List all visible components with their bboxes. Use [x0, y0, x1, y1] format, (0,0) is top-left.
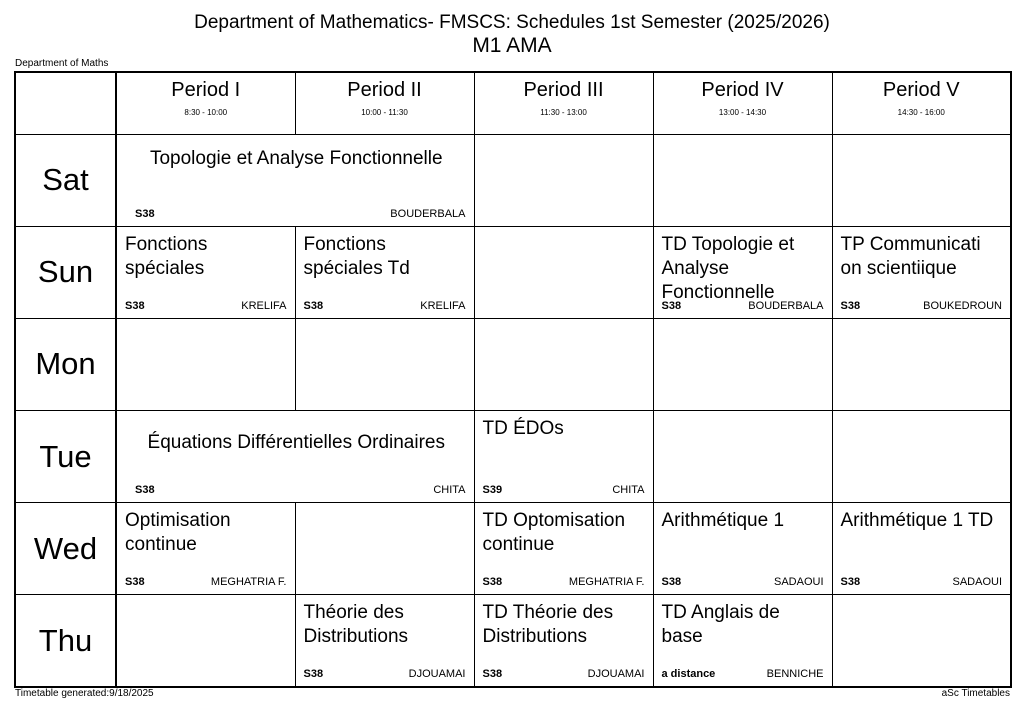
day-row-sat: [15, 134, 1011, 226]
lesson-subject: TD Anglais de base: [661, 602, 780, 648]
lesson-cell[interactable]: [295, 226, 474, 318]
day-row-mon: [15, 318, 1011, 410]
period-time: 8:30 - 10:00: [184, 108, 228, 117]
lesson-cell[interactable]: [116, 411, 474, 503]
lesson-subject: Arithmétique 1: [661, 510, 785, 532]
lesson-room: S38: [661, 299, 682, 312]
day-row-thu: [15, 595, 1011, 687]
lesson-cell[interactable]: [653, 226, 832, 318]
lesson-cell[interactable]: [295, 595, 474, 687]
header-row: [15, 72, 1011, 134]
lesson-subject: TD Optomisation continue: [482, 510, 626, 556]
empty-cell: [116, 318, 295, 410]
period-time: 13:00 - 14:30: [718, 108, 767, 117]
lesson-teacher: SADAOUI: [773, 576, 824, 589]
day-label: Tue: [15, 411, 116, 503]
empty-cell: [474, 226, 653, 318]
lesson-room: S39: [482, 484, 503, 497]
day-label: Wed: [15, 503, 116, 595]
day-row-sun: [15, 226, 1011, 318]
day-row-wed: [15, 503, 1011, 595]
corner-cell: [15, 72, 116, 134]
lesson-subject: TD Topologie et Analyse Fonctionnelle: [661, 233, 795, 303]
period-header: [295, 72, 474, 134]
empty-cell: [832, 134, 1011, 226]
lesson-subject: TD Théorie des Distributions: [482, 602, 614, 648]
lesson-cell[interactable]: [832, 503, 1011, 595]
empty-cell: [832, 595, 1011, 687]
empty-cell: [295, 318, 474, 410]
brand-label: aSc Timetables: [941, 688, 1010, 699]
lesson-teacher: KRELIFA: [241, 299, 287, 312]
timetable-grid: [14, 71, 1012, 688]
lesson-subject: TP Communicati on scientiique: [840, 233, 981, 279]
empty-cell: [295, 503, 474, 595]
period-header: [653, 72, 832, 134]
lesson-room: S38: [125, 299, 145, 312]
lesson-cell[interactable]: [116, 503, 295, 595]
period-header: [116, 72, 295, 134]
lesson-cell[interactable]: [474, 595, 653, 687]
lesson-room: S38: [303, 668, 324, 680]
day-row-tue: [15, 411, 1011, 503]
period-name: Period III: [523, 79, 604, 101]
lesson-room: S38: [125, 576, 145, 589]
lesson-teacher: BENNICHE: [766, 668, 824, 680]
lesson-teacher: BOUDERBALA: [390, 207, 466, 220]
department-label: Department of Maths: [15, 58, 109, 69]
lesson-room: S38: [135, 484, 155, 497]
lesson-room: S38: [840, 299, 861, 312]
lesson-subject: Théorie des Distributions: [303, 602, 409, 648]
lesson-cell[interactable]: [474, 503, 653, 595]
lesson-room: S38: [840, 576, 861, 589]
period-header: [474, 72, 653, 134]
period-name: Period V: [882, 79, 960, 101]
lesson-teacher: CHITA: [433, 484, 466, 497]
lesson-subject: TD ÉDOs: [482, 418, 564, 440]
document-title: Department of Mathematics- FMSCS: Schedules 1st Semester (2025/2026): [194, 12, 830, 33]
day-label: Thu: [15, 595, 116, 687]
empty-cell: [474, 134, 653, 226]
period-name: Period II: [347, 79, 422, 101]
lesson-subject: Topologie et Analyse Fonctionnelle: [149, 147, 443, 169]
generated-date: Timetable generated:9/18/2025: [15, 688, 154, 699]
day-label: Sat: [15, 134, 116, 226]
empty-cell: [653, 411, 832, 503]
lesson-room: a distance: [661, 668, 716, 680]
day-label: Sun: [15, 226, 116, 318]
period-time: 10:00 - 11:30: [361, 108, 408, 117]
lesson-cell[interactable]: [832, 226, 1011, 318]
period-time: 11:30 - 13:00: [540, 108, 587, 117]
lesson-teacher: DJOUAMAI: [408, 668, 466, 680]
period-name: Period IV: [701, 79, 784, 101]
lesson-subject: Arithmétique 1 TD: [840, 510, 994, 532]
empty-cell: [116, 595, 295, 687]
lesson-cell[interactable]: [474, 411, 653, 503]
period-header: [832, 72, 1011, 134]
lesson-room: S38: [135, 207, 155, 220]
lesson-teacher: BOUKEDROUN: [923, 299, 1002, 312]
lesson-room: S38: [661, 576, 682, 589]
lesson-cell[interactable]: [653, 595, 832, 687]
lesson-subject: Fonctions spéciales: [125, 233, 208, 279]
lesson-teacher: MEGHATRIA F.: [210, 576, 287, 589]
day-label: Mon: [15, 318, 116, 410]
lesson-teacher: SADAOUI: [952, 576, 1002, 589]
lesson-room: S38: [482, 576, 503, 589]
lesson-teacher: MEGHATRIA F.: [568, 576, 645, 589]
empty-cell: [653, 318, 832, 410]
lesson-cell[interactable]: [116, 226, 295, 318]
lesson-cell[interactable]: [116, 134, 474, 226]
lesson-teacher: CHITA: [612, 484, 645, 497]
empty-cell: [653, 134, 832, 226]
lesson-subject: Fonctions spéciales Td: [303, 233, 410, 279]
lesson-room: S38: [303, 299, 324, 312]
class-name: M1 AMA: [472, 34, 552, 57]
lesson-cell[interactable]: [653, 503, 832, 595]
lesson-teacher: KRELIFA: [420, 299, 466, 312]
lesson-subject: Équations Différentielles Ordinaires: [147, 432, 445, 454]
lesson-teacher: DJOUAMAI: [587, 668, 645, 680]
empty-cell: [474, 318, 653, 410]
period-time: 14:30 - 16:00: [897, 108, 945, 117]
period-name: Period I: [171, 79, 241, 101]
lesson-room: S38: [482, 668, 503, 680]
empty-cell: [832, 411, 1011, 503]
empty-cell: [832, 318, 1011, 410]
lesson-subject: Optimisation continue: [125, 510, 231, 556]
lesson-teacher: BOUDERBALA: [748, 299, 824, 312]
